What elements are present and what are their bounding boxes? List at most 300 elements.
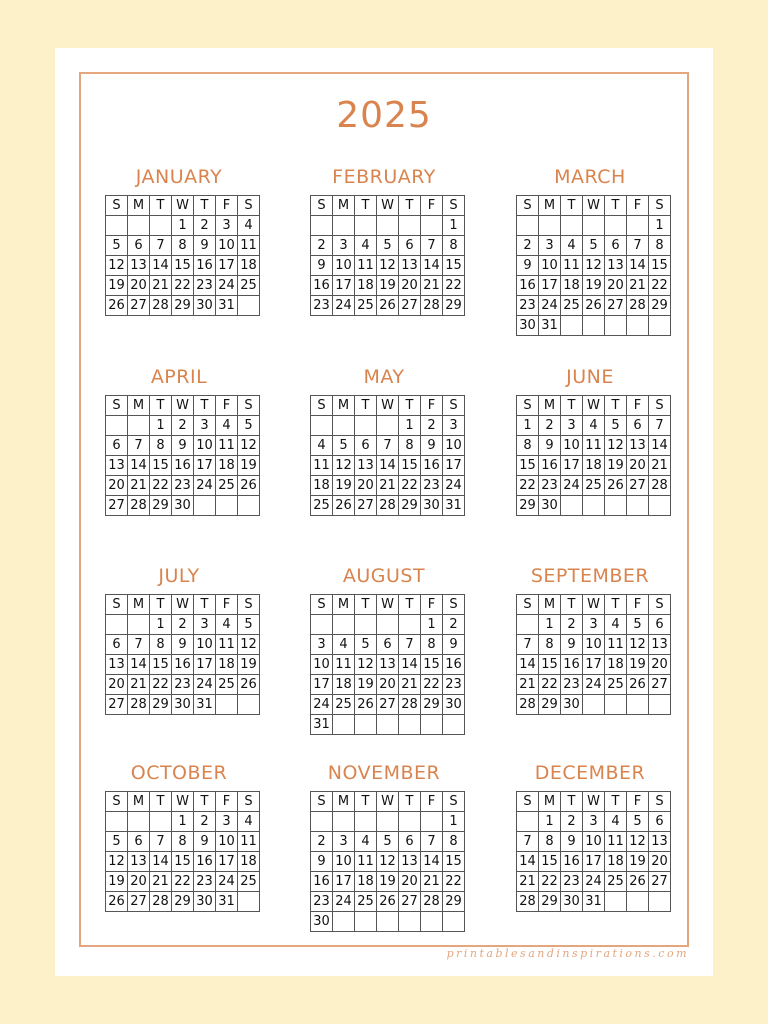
- day-cell: 17: [311, 675, 333, 695]
- day-cell: 16: [311, 872, 333, 892]
- day-cell: [627, 316, 649, 336]
- day-cell: [106, 812, 128, 832]
- weekday-header: T: [194, 196, 216, 216]
- month-january: [105, 165, 257, 316]
- day-cell: 21: [377, 476, 399, 496]
- weekday-header: M: [128, 396, 150, 416]
- month-june: [516, 365, 668, 516]
- week-row: [106, 216, 260, 236]
- day-cell: 1: [172, 812, 194, 832]
- day-cell: [399, 216, 421, 236]
- week-row: [106, 256, 260, 276]
- week-row: [311, 615, 465, 635]
- day-cell: [627, 216, 649, 236]
- day-cell: 28: [421, 296, 443, 316]
- day-cell: 23: [194, 276, 216, 296]
- day-cell: 29: [539, 695, 561, 715]
- day-cell: 24: [311, 695, 333, 715]
- day-cell: 4: [583, 416, 605, 436]
- day-cell: 5: [377, 832, 399, 852]
- day-cell: 17: [561, 456, 583, 476]
- weekday-header: M: [128, 196, 150, 216]
- day-cell: 24: [216, 276, 238, 296]
- day-cell: 22: [172, 276, 194, 296]
- week-row: [106, 675, 260, 695]
- week-row: [517, 675, 671, 695]
- week-row: [106, 695, 260, 715]
- weekday-header: S: [311, 396, 333, 416]
- day-cell: 28: [627, 296, 649, 316]
- day-cell: 5: [627, 615, 649, 635]
- day-cell: 14: [649, 436, 671, 456]
- day-cell: [399, 912, 421, 932]
- day-cell: 9: [561, 832, 583, 852]
- day-cell: 6: [106, 436, 128, 456]
- day-cell: 21: [421, 276, 443, 296]
- weekday-header: W: [172, 396, 194, 416]
- day-cell: [311, 812, 333, 832]
- day-cell: 8: [539, 635, 561, 655]
- day-cell: 28: [517, 892, 539, 912]
- week-row: [517, 256, 671, 276]
- day-cell: 24: [443, 476, 465, 496]
- day-cell: 16: [539, 456, 561, 476]
- day-cell: 4: [605, 812, 627, 832]
- day-cell: 5: [106, 236, 128, 256]
- week-row: [311, 812, 465, 832]
- day-cell: [561, 496, 583, 516]
- day-cell: 19: [106, 872, 128, 892]
- week-row: [517, 852, 671, 872]
- day-cell: 13: [106, 655, 128, 675]
- day-cell: 27: [128, 296, 150, 316]
- week-row: [517, 635, 671, 655]
- day-cell: 18: [216, 655, 238, 675]
- day-cell: 22: [150, 476, 172, 496]
- week-row: [517, 812, 671, 832]
- day-cell: 23: [172, 476, 194, 496]
- day-cell: 8: [421, 635, 443, 655]
- day-cell: 26: [605, 476, 627, 496]
- month-title: NOVEMBER: [327, 762, 441, 784]
- weekday-header: F: [216, 396, 238, 416]
- day-cell: 2: [311, 832, 333, 852]
- day-cell: 15: [443, 852, 465, 872]
- month-grid: [516, 594, 671, 715]
- day-cell: 23: [311, 892, 333, 912]
- day-cell: 20: [627, 456, 649, 476]
- day-cell: 3: [216, 812, 238, 832]
- day-cell: [421, 812, 443, 832]
- day-cell: 10: [539, 256, 561, 276]
- day-cell: 9: [311, 256, 333, 276]
- day-cell: 4: [216, 416, 238, 436]
- day-cell: 1: [172, 216, 194, 236]
- day-cell: [583, 496, 605, 516]
- day-cell: 8: [172, 236, 194, 256]
- day-cell: 2: [172, 615, 194, 635]
- day-cell: 25: [605, 675, 627, 695]
- day-cell: [238, 296, 260, 316]
- month-title: JUNE: [566, 366, 614, 388]
- day-cell: [627, 695, 649, 715]
- weekday-header: T: [194, 792, 216, 812]
- day-cell: [333, 416, 355, 436]
- month-grid: [105, 395, 260, 516]
- day-cell: 9: [194, 832, 216, 852]
- day-cell: 4: [355, 236, 377, 256]
- day-cell: 22: [517, 476, 539, 496]
- day-cell: 27: [399, 296, 421, 316]
- day-cell: 31: [216, 296, 238, 316]
- week-row: [106, 236, 260, 256]
- day-cell: 23: [539, 476, 561, 496]
- day-cell: [399, 812, 421, 832]
- week-row: [517, 476, 671, 496]
- weekday-header: M: [539, 196, 561, 216]
- day-cell: 28: [377, 496, 399, 516]
- day-cell: 22: [172, 872, 194, 892]
- day-cell: 25: [355, 892, 377, 912]
- day-cell: 23: [517, 296, 539, 316]
- day-cell: [649, 892, 671, 912]
- day-cell: [377, 216, 399, 236]
- day-cell: 25: [216, 675, 238, 695]
- weekday-header: T: [399, 595, 421, 615]
- day-cell: 20: [605, 276, 627, 296]
- day-cell: 31: [539, 316, 561, 336]
- month-november: [310, 761, 462, 932]
- day-cell: 13: [649, 832, 671, 852]
- day-cell: 3: [333, 236, 355, 256]
- day-cell: [106, 416, 128, 436]
- day-cell: 12: [355, 655, 377, 675]
- day-cell: 12: [238, 635, 260, 655]
- day-cell: 25: [583, 476, 605, 496]
- month-october: [105, 761, 257, 912]
- day-cell: 12: [627, 635, 649, 655]
- day-cell: 7: [150, 236, 172, 256]
- month-august: [310, 564, 462, 735]
- day-cell: 9: [561, 635, 583, 655]
- weekday-header: S: [106, 196, 128, 216]
- day-cell: 2: [561, 812, 583, 832]
- month-title: MARCH: [554, 166, 626, 188]
- day-cell: [216, 695, 238, 715]
- weekday-header: F: [421, 792, 443, 812]
- weekday-header-row: [106, 196, 260, 216]
- day-cell: 15: [517, 456, 539, 476]
- week-row: [106, 832, 260, 852]
- day-cell: 29: [421, 695, 443, 715]
- day-cell: 26: [106, 296, 128, 316]
- day-cell: 6: [649, 615, 671, 635]
- day-cell: 27: [627, 476, 649, 496]
- week-row: [311, 872, 465, 892]
- day-cell: 8: [150, 436, 172, 456]
- day-cell: 3: [583, 615, 605, 635]
- calendar-sheet: [55, 48, 713, 976]
- week-row: [311, 496, 465, 516]
- day-cell: [128, 216, 150, 236]
- day-cell: 23: [194, 872, 216, 892]
- day-cell: 18: [355, 276, 377, 296]
- day-cell: 19: [355, 675, 377, 695]
- day-cell: 10: [194, 635, 216, 655]
- day-cell: 12: [106, 852, 128, 872]
- day-cell: 9: [539, 436, 561, 456]
- day-cell: 25: [238, 276, 260, 296]
- month-december: [516, 761, 668, 912]
- day-cell: 3: [583, 812, 605, 832]
- day-cell: [443, 912, 465, 932]
- day-cell: 16: [194, 256, 216, 276]
- day-cell: 21: [150, 872, 172, 892]
- day-cell: 3: [194, 615, 216, 635]
- weekday-header: W: [172, 792, 194, 812]
- month-grid: [310, 395, 465, 516]
- day-cell: [421, 715, 443, 735]
- month-title: AUGUST: [342, 565, 426, 587]
- week-row: [311, 436, 465, 456]
- day-cell: 27: [106, 496, 128, 516]
- day-cell: 26: [377, 892, 399, 912]
- week-row: [311, 892, 465, 912]
- day-cell: 17: [333, 276, 355, 296]
- day-cell: [377, 812, 399, 832]
- day-cell: 14: [150, 852, 172, 872]
- week-row: [517, 416, 671, 436]
- day-cell: 20: [399, 872, 421, 892]
- day-cell: 20: [377, 675, 399, 695]
- week-row: [311, 476, 465, 496]
- day-cell: [605, 892, 627, 912]
- day-cell: [443, 715, 465, 735]
- day-cell: 10: [561, 436, 583, 456]
- day-cell: 11: [216, 436, 238, 456]
- weekday-header: W: [583, 396, 605, 416]
- day-cell: 26: [333, 496, 355, 516]
- day-cell: 25: [311, 496, 333, 516]
- day-cell: 1: [399, 416, 421, 436]
- day-cell: [238, 892, 260, 912]
- day-cell: 13: [399, 852, 421, 872]
- month-grid: [310, 791, 465, 932]
- day-cell: 13: [627, 436, 649, 456]
- day-cell: [333, 912, 355, 932]
- day-cell: 13: [605, 256, 627, 276]
- day-cell: 28: [128, 695, 150, 715]
- weekday-header: W: [377, 196, 399, 216]
- day-cell: 27: [649, 675, 671, 695]
- day-cell: 7: [421, 236, 443, 256]
- day-cell: 15: [539, 852, 561, 872]
- day-cell: 3: [443, 416, 465, 436]
- weekday-header: S: [649, 196, 671, 216]
- weekday-header-row: [106, 792, 260, 812]
- day-cell: 16: [421, 456, 443, 476]
- day-cell: 9: [421, 436, 443, 456]
- week-row: [517, 832, 671, 852]
- day-cell: 6: [355, 436, 377, 456]
- day-cell: 7: [377, 436, 399, 456]
- week-row: [517, 695, 671, 715]
- day-cell: 27: [377, 695, 399, 715]
- day-cell: 27: [605, 296, 627, 316]
- weekday-header: T: [561, 792, 583, 812]
- weekday-header-row: [517, 792, 671, 812]
- week-row: [311, 695, 465, 715]
- day-cell: 24: [539, 296, 561, 316]
- weekday-header: S: [106, 792, 128, 812]
- week-row: [311, 675, 465, 695]
- day-cell: 16: [517, 276, 539, 296]
- weekday-header: S: [443, 196, 465, 216]
- day-cell: 19: [605, 456, 627, 476]
- weekday-header: T: [605, 196, 627, 216]
- day-cell: 10: [194, 436, 216, 456]
- week-row: [517, 436, 671, 456]
- day-cell: 7: [627, 236, 649, 256]
- week-row: [106, 615, 260, 635]
- day-cell: 7: [421, 832, 443, 852]
- day-cell: 2: [517, 236, 539, 256]
- weekday-header: T: [605, 792, 627, 812]
- day-cell: 19: [238, 655, 260, 675]
- day-cell: 10: [333, 852, 355, 872]
- day-cell: 18: [355, 872, 377, 892]
- weekday-header: T: [355, 595, 377, 615]
- day-cell: [128, 416, 150, 436]
- day-cell: 21: [421, 872, 443, 892]
- day-cell: 15: [649, 256, 671, 276]
- day-cell: 4: [238, 812, 260, 832]
- day-cell: 2: [539, 416, 561, 436]
- day-cell: 15: [539, 655, 561, 675]
- day-cell: 17: [194, 655, 216, 675]
- day-cell: 21: [128, 675, 150, 695]
- day-cell: 28: [150, 892, 172, 912]
- day-cell: 19: [377, 872, 399, 892]
- day-cell: 16: [172, 655, 194, 675]
- week-row: [517, 496, 671, 516]
- day-cell: 12: [583, 256, 605, 276]
- day-cell: 18: [561, 276, 583, 296]
- weekday-header: F: [421, 396, 443, 416]
- day-cell: [561, 216, 583, 236]
- weekday-header: T: [561, 396, 583, 416]
- weekday-header: W: [377, 396, 399, 416]
- day-cell: 22: [421, 675, 443, 695]
- day-cell: 12: [605, 436, 627, 456]
- day-cell: 1: [539, 812, 561, 832]
- day-cell: 8: [539, 832, 561, 852]
- day-cell: 11: [355, 256, 377, 276]
- weekday-header: T: [194, 595, 216, 615]
- day-cell: 12: [627, 832, 649, 852]
- day-cell: 30: [517, 316, 539, 336]
- weekday-header: S: [649, 792, 671, 812]
- week-row: [106, 496, 260, 516]
- day-cell: 22: [443, 276, 465, 296]
- week-row: [517, 276, 671, 296]
- week-row: [311, 216, 465, 236]
- day-cell: 9: [194, 236, 216, 256]
- day-cell: 30: [443, 695, 465, 715]
- day-cell: 14: [517, 852, 539, 872]
- day-cell: 8: [172, 832, 194, 852]
- weekday-header: W: [583, 792, 605, 812]
- weekday-header: T: [150, 396, 172, 416]
- day-cell: 30: [539, 496, 561, 516]
- day-cell: 3: [311, 635, 333, 655]
- day-cell: 24: [583, 872, 605, 892]
- weekday-header: S: [517, 792, 539, 812]
- day-cell: 27: [106, 695, 128, 715]
- day-cell: 18: [583, 456, 605, 476]
- week-row: [311, 715, 465, 735]
- day-cell: 2: [172, 416, 194, 436]
- day-cell: 21: [517, 675, 539, 695]
- day-cell: 23: [311, 296, 333, 316]
- week-row: [106, 872, 260, 892]
- day-cell: [517, 812, 539, 832]
- day-cell: 17: [583, 852, 605, 872]
- day-cell: 1: [649, 216, 671, 236]
- weekday-header: W: [583, 595, 605, 615]
- day-cell: [311, 416, 333, 436]
- day-cell: 9: [311, 852, 333, 872]
- day-cell: 7: [517, 832, 539, 852]
- month-september: [516, 564, 668, 715]
- day-cell: 29: [443, 892, 465, 912]
- day-cell: 24: [561, 476, 583, 496]
- weekday-header-row: [311, 792, 465, 812]
- day-cell: 29: [150, 496, 172, 516]
- day-cell: 5: [627, 812, 649, 832]
- day-cell: 11: [216, 635, 238, 655]
- day-cell: 18: [238, 852, 260, 872]
- day-cell: 5: [377, 236, 399, 256]
- day-cell: 17: [216, 256, 238, 276]
- day-cell: 4: [238, 216, 260, 236]
- day-cell: [583, 316, 605, 336]
- day-cell: 17: [333, 872, 355, 892]
- day-cell: 17: [443, 456, 465, 476]
- day-cell: 6: [128, 236, 150, 256]
- day-cell: 29: [539, 892, 561, 912]
- day-cell: 22: [150, 675, 172, 695]
- weekday-header-row: [311, 196, 465, 216]
- day-cell: 7: [128, 635, 150, 655]
- month-july: [105, 564, 257, 715]
- day-cell: 11: [238, 236, 260, 256]
- day-cell: 13: [377, 655, 399, 675]
- day-cell: 18: [238, 256, 260, 276]
- weekday-header: S: [311, 196, 333, 216]
- day-cell: [150, 216, 172, 236]
- month-march: [516, 165, 668, 336]
- week-row: [311, 655, 465, 675]
- day-cell: [355, 216, 377, 236]
- day-cell: 5: [583, 236, 605, 256]
- month-title: SEPTEMBER: [530, 565, 650, 587]
- day-cell: 14: [128, 655, 150, 675]
- day-cell: 10: [583, 832, 605, 852]
- day-cell: 31: [583, 892, 605, 912]
- weekday-header: T: [150, 196, 172, 216]
- day-cell: 6: [399, 832, 421, 852]
